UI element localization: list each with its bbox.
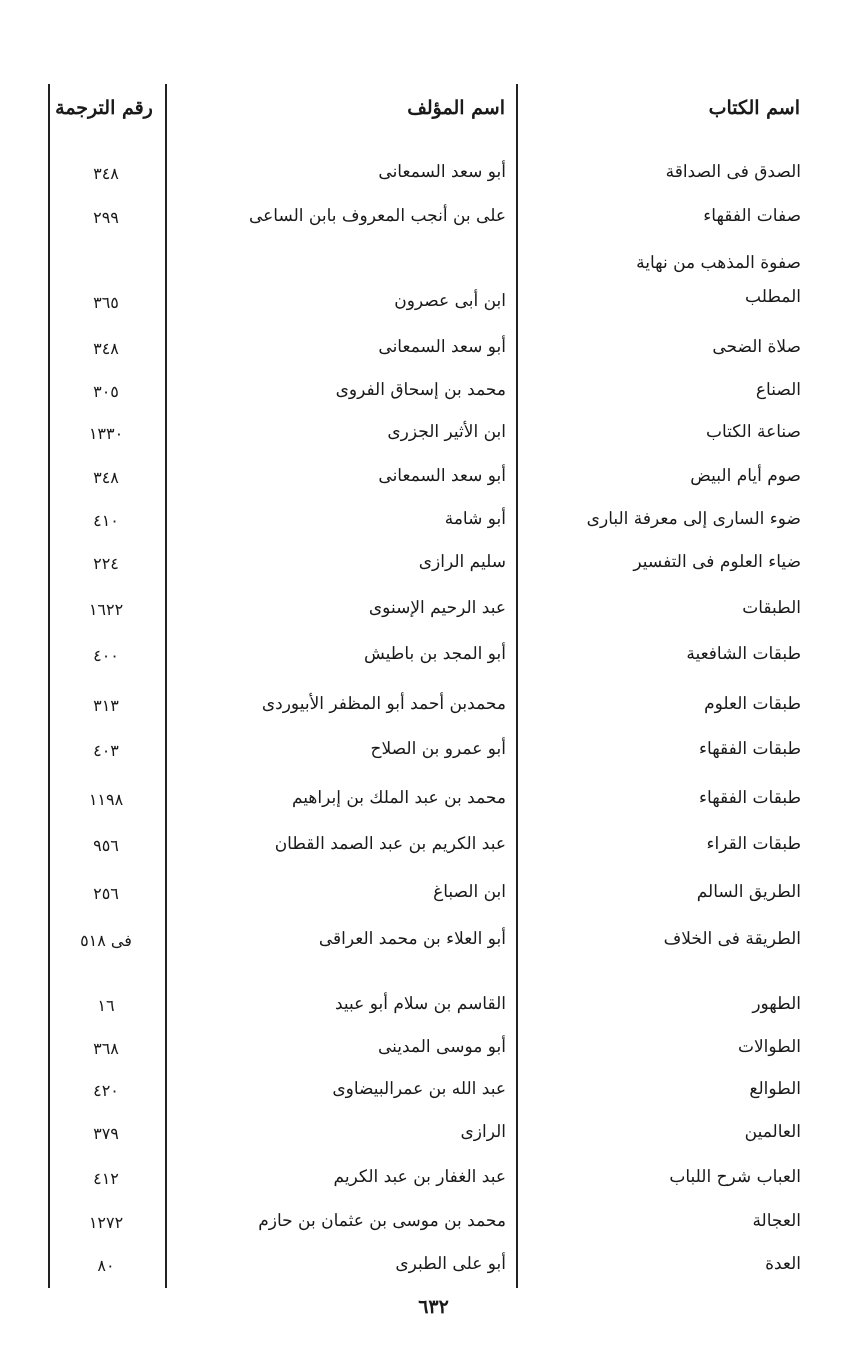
entry-number-cell: ٣٦٥ <box>93 293 119 312</box>
book-title-cell: ضياء العلوم فى التفسير <box>633 552 801 572</box>
book-title-cell: العالمين <box>744 1122 801 1142</box>
entry-number-cell: ٣١٣ <box>93 696 119 715</box>
book-title-cell: طبقات العلوم <box>704 694 801 714</box>
author-cell: أبو عمرو بن الصلاح <box>370 739 506 759</box>
page-number: ٦٣٢ <box>418 1296 449 1318</box>
author-cell: أبو سعد السمعانى <box>378 162 506 182</box>
book-title-cell: ضوء السارى إلى معرفة البارى <box>586 509 801 529</box>
entry-number-cell: ٣٤٨ <box>93 339 119 358</box>
book-title-cell: طبقات الشافعية <box>686 644 801 664</box>
book-title-cell: صلاة الضحى <box>712 337 801 357</box>
author-cell: عبد الغفار بن عبد الكريم <box>333 1167 506 1187</box>
author-cell: ابن الأثير الجزرى <box>387 422 506 442</box>
book-title-cell: العباب شرح اللباب <box>669 1167 801 1187</box>
author-cell: ابن أبى عصرون <box>394 291 506 311</box>
header-entry-number: رقم الترجمة <box>55 97 153 119</box>
book-title-cell: الطبقات <box>742 598 801 618</box>
author-cell: محمدبن أحمد أبو المظفر الأبيوردى <box>261 694 506 714</box>
entry-number-cell: ٩٥٦ <box>93 836 119 855</box>
book-title-cell: الصدق فى الصداقة <box>665 162 801 182</box>
book-title-cell: صناعة الكتاب <box>705 422 801 442</box>
author-cell: محمد بن موسى بن عثمان بن حازم <box>258 1211 506 1231</box>
author-cell: أبو العلاء بن محمد العراقى <box>318 929 506 949</box>
entry-number-cell: ١٣٣٠ <box>88 424 124 443</box>
entry-number-cell: ٢٢٤ <box>93 554 119 573</box>
book-title-cell: صفات الفقهاء <box>703 206 801 226</box>
book-title-cell: الطريق السالم <box>696 882 801 902</box>
entry-number-cell: ٤٠٠ <box>93 646 119 665</box>
entry-number-cell: ١١٩٨ <box>88 790 124 809</box>
author-cell: عبد الكريم بن عبد الصمد القطان <box>274 834 506 854</box>
header-book-title: اسم الكتاب <box>708 97 800 119</box>
entry-number-cell: ٣٦٨ <box>93 1039 119 1058</box>
author-cell: ابن الصباغ <box>433 882 506 902</box>
book-title-cell: طبقات القراء <box>706 834 801 854</box>
author-cell: أبو سعد السمعانى <box>378 337 506 357</box>
book-title-cell: صفوة المذهب من نهاية المطلب <box>636 253 801 307</box>
entry-number-cell: ٣٧٩ <box>93 1124 119 1143</box>
author-cell: أبو على الطبرى <box>395 1254 506 1274</box>
author-cell: عبد الله بن عمرالبيضاوى <box>332 1079 506 1099</box>
entry-number-cell: ٨٠ <box>97 1256 115 1275</box>
author-cell: سليم الرازى <box>418 552 506 572</box>
header-author: اسم المؤلف <box>407 97 505 119</box>
entry-number-cell: ٤٠٣ <box>93 741 119 760</box>
author-cell: محمد بن عبد الملك بن إبراهيم <box>291 788 506 808</box>
entry-number-cell: ١٦ <box>97 996 115 1015</box>
book-title-cell: العدة <box>765 1254 801 1274</box>
author-cell: محمد بن إسحاق الفروى <box>335 380 506 400</box>
author-cell: على بن أنجب المعروف بابن الساعى <box>248 206 506 226</box>
entry-number-cell: ١٢٧٢ <box>88 1213 124 1232</box>
book-title-cell: الطوالع <box>749 1079 801 1099</box>
column-divider-author <box>516 84 518 1288</box>
entry-number-cell: ٤١٠ <box>93 511 119 530</box>
author-cell: الرازى <box>460 1122 506 1142</box>
entry-number-cell: ٣٤٨ <box>93 164 119 183</box>
author-cell: أبو سعد السمعانى <box>378 466 506 486</box>
book-title-cell: طبقات الفقهاء <box>699 739 801 759</box>
book-title-cell: صوم أيام البيض <box>690 466 801 486</box>
entry-number-cell: ٤٢٠ <box>93 1081 119 1100</box>
entry-number-cell: ١٦٢٢ <box>88 600 124 619</box>
author-cell: أبو شامة <box>444 509 506 529</box>
entry-number-cell: ٢٥٦ <box>93 884 119 903</box>
entry-number-cell: فى ٥١٨ <box>80 931 132 950</box>
book-title-cell: الطهور <box>752 994 801 1014</box>
author-cell: القاسم بن سلام أبو عبيد <box>334 994 506 1014</box>
column-divider-number <box>165 84 167 1288</box>
book-title-cell: طبقات الفقهاء <box>699 788 801 808</box>
entry-number-cell: ٣٤٨ <box>93 468 119 487</box>
entry-number-cell: ٢٩٩ <box>93 208 119 227</box>
book-title-cell: الصناع <box>755 380 801 400</box>
author-cell: أبو المجد بن باطيش <box>364 644 506 664</box>
book-title-cell: الطوالات <box>737 1037 801 1057</box>
entry-number-cell: ٣٠٥ <box>93 382 119 401</box>
book-title-cell: العجالة <box>752 1211 801 1231</box>
table-border-left <box>48 84 50 1288</box>
entry-number-cell: ٤١٢ <box>93 1169 119 1188</box>
book-title-cell: الطريقة فى الخلاف <box>663 929 801 949</box>
author-cell: عبد الرحيم الإسنوى <box>368 598 506 618</box>
author-cell: أبو موسى المدينى <box>377 1037 506 1057</box>
